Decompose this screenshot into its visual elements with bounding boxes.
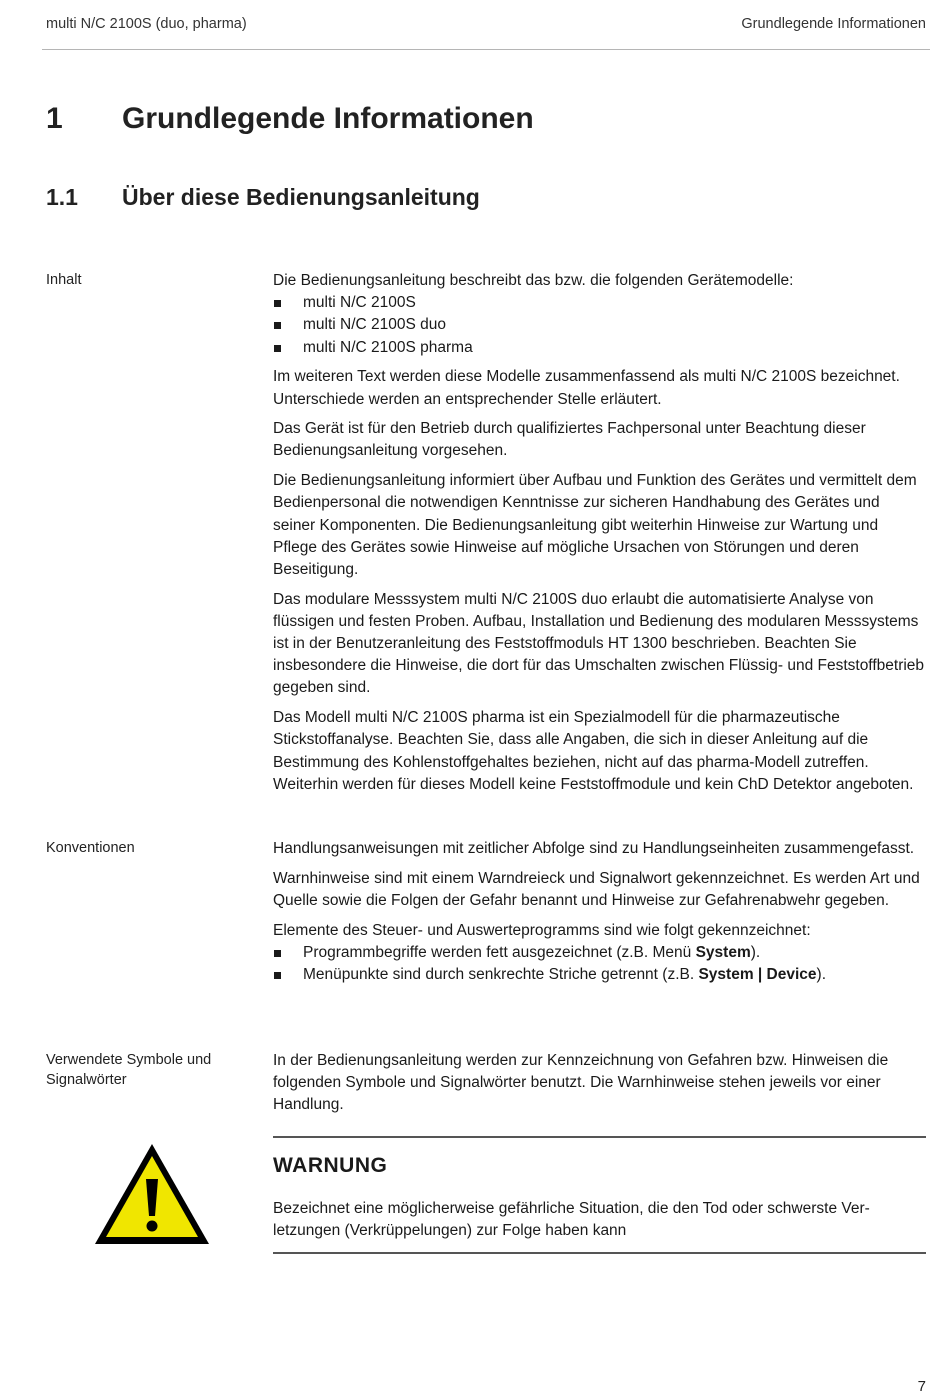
paragraph: Warnhinweise sind mit einem Warndreieck und Signalwort gekennzeichnet. Es werden Art und Quelle sowie die Folgen der Gefahr benannt und Hinweise zur Gefahrenabwehr gegeben. xyxy=(273,869,920,909)
warning-triangle-icon xyxy=(92,1141,212,1247)
warning-text: Bezeichnet eine möglicherweise gefährliche Situation, die den Tod oder schwerste Verletzungen (Verkrüppelungen) zur Folge haben kann xyxy=(273,1200,870,1240)
convention-intro: Elemente des Steuer- und Auswerteprogramms sind wie folgt gekennzeichnet: xyxy=(273,921,811,939)
warning-signal-word: WARNUNG xyxy=(273,1154,388,1177)
chapter-number: 1 xyxy=(46,102,63,135)
convention-list xyxy=(273,920,925,987)
paragraph: Im weiteren Text werden diese Modelle zusammenfassend als multi N/C 2100S bezeichnet. Unterschiede werden an entsprechender Stelle erläutert. xyxy=(273,368,900,408)
list-item: Menüpunkte sind durch senkrechte Striche getrennt (z.B. System | Device). xyxy=(273,964,925,986)
page-header xyxy=(46,16,926,36)
header-divider xyxy=(42,49,930,50)
side-label-inhalt: Inhalt xyxy=(46,272,82,288)
inhalt-intro: Die Bedienungsanleitung beschreibt das bzw. die folgenden Gerätemodelle: xyxy=(273,272,794,289)
section-number: 1.1 xyxy=(46,184,78,210)
paragraph: In der Bedienungsanleitung werden zur Kennzeichnung von Gefahren bzw. Hinweisen die folgenden Symbole und Signalwörter benutzt. Die Warnhinweise stehen jeweils vor einer Handlung. xyxy=(273,1052,889,1114)
model-list xyxy=(273,270,925,359)
list-item: multi N/C 2100S xyxy=(273,292,925,314)
warning-top-rule xyxy=(273,1136,926,1138)
symbole-block xyxy=(273,1050,925,1124)
page-number: 7 xyxy=(917,1378,926,1395)
list-item: multi N/C 2100S duo xyxy=(273,314,925,336)
warning-bottom-rule xyxy=(273,1252,926,1254)
paragraph: Das Gerät ist für den Betrieb durch qualifiziertes Fachpersonal unter Beachtung dieser Bedienungsanleitung vorgesehen. xyxy=(273,420,866,460)
konventionen-block xyxy=(273,838,925,994)
side-label-konventionen: Konventionen xyxy=(46,840,135,856)
inhalt-block xyxy=(273,270,925,803)
section-title: Über diese Bedienungsanleitung xyxy=(122,184,480,210)
list-item: Programmbegriffe werden fett ausgezeichnet (z.B. Menü System). xyxy=(273,942,925,964)
paragraph: Das modulare Messsystem multi N/C 2100S duo erlaubt die automatisierte Analyse von flüssigen und festen Proben. Aufbau, Installation und Bedienung des modularen Messsystems ist in der Benutzeranleitung des Feststoffmoduls HT 1300 beschrieben. Beachten Sie insbesondere die Hinweise, die dort für das Umschalten zwischen Flüssig- und Feststoffbetrieb gegeben sind. xyxy=(273,590,925,697)
header-chapter-title: Grundlegende Informationen xyxy=(741,16,926,32)
bold-term: System | Device xyxy=(698,966,817,984)
paragraph: Handlungsanweisungen mit zeitlicher Abfolge sind zu Handlungseinheiten zusammengefasst. xyxy=(273,840,915,857)
chapter-title: Grundlegende Informationen xyxy=(122,102,534,135)
paragraph: Das Modell multi N/C 2100S pharma ist ein Spezialmodell für die pharmazeutische Stickstoffanalyse. Beachten Sie, dass alle Angaben, die sich in dieser Anleitung auf die Bestimmung des Kohlenstoffgehaltes beziehen, nicht auf das pharma-Modell zutreffen. Weiterhin werden für dieses Modell keine Feststoffmodule und kein ChD Detektor angeboten. xyxy=(273,709,914,793)
header-document-title: multi N/C 2100S (duo, pharma) xyxy=(46,16,247,32)
list-item: multi N/C 2100S pharma xyxy=(273,337,925,359)
side-label-symbole: Verwendete Symbole und Signalwörter xyxy=(46,1052,212,1088)
paragraph: Die Bedienungsanleitung informiert über Aufbau und Funktion des Gerätes und vermittelt dem Bedienpersonal die notwendigen Kenntnisse zur sicheren Handhabung des Gerätes und seiner Komponenten. Die Bedienungsanleitung gibt weiterhin Hinweise zur Wartung und Pflege des Gerätes sowie Hinweise auf mögliche Ursachen von Störungen und deren Beseitigung. xyxy=(273,472,917,578)
bold-term: System xyxy=(695,943,751,961)
